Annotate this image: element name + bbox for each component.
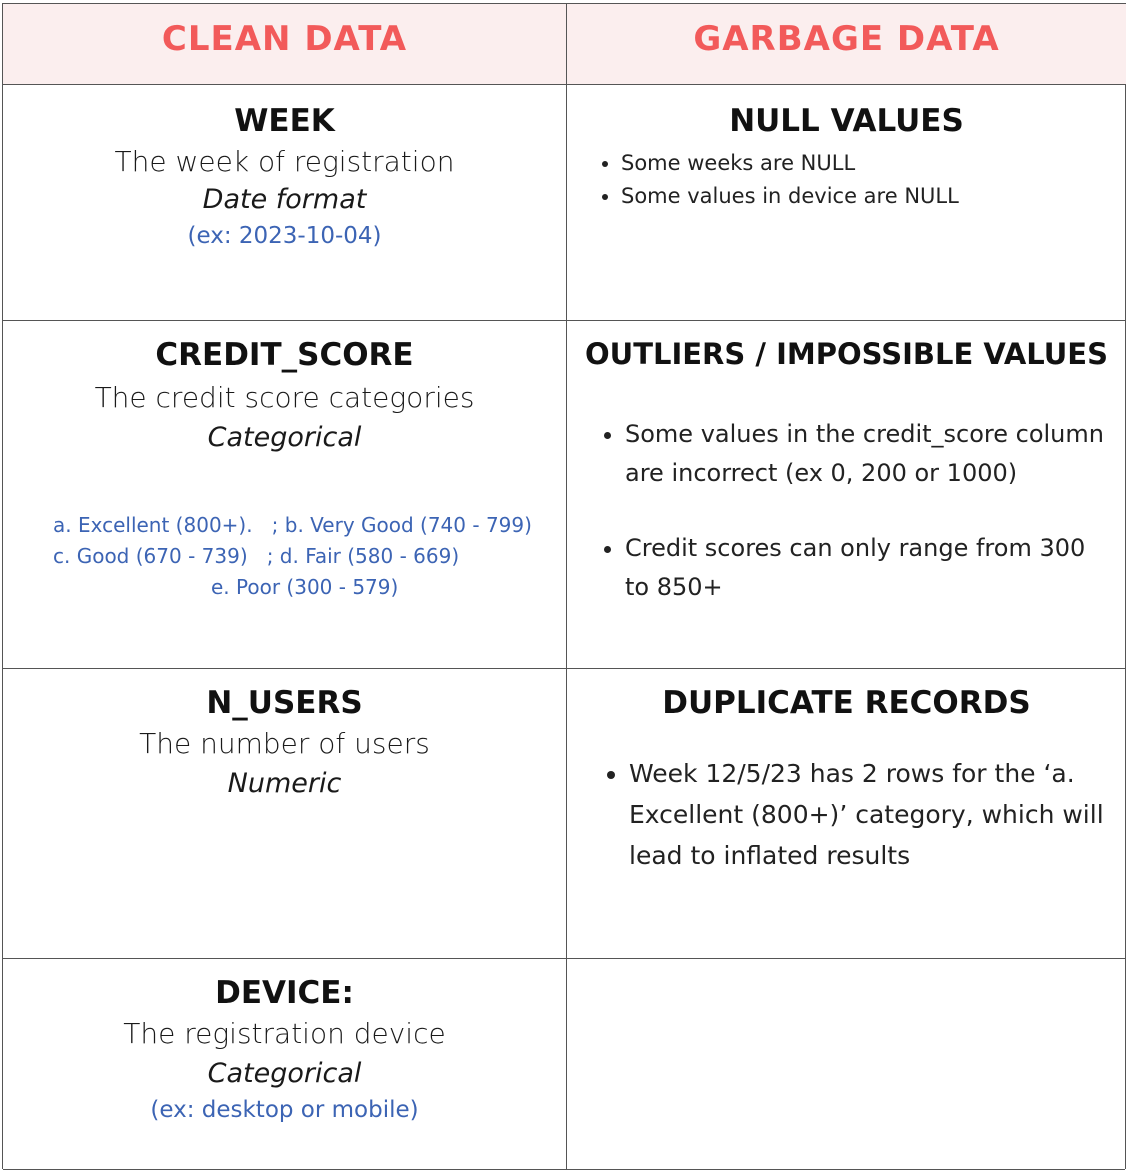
table-row bbox=[3, 321, 1125, 669]
garbage-data-title: GARBAGE DATA bbox=[693, 19, 1000, 59]
field-title: DEVICE: bbox=[215, 975, 354, 1011]
comparison-table bbox=[2, 3, 1126, 1169]
garbage-cell-outliers bbox=[567, 321, 1126, 668]
field-example: (ex: desktop or mobile) bbox=[150, 1097, 419, 1123]
list-item: • Some weeks are NULL bbox=[621, 147, 1126, 180]
category-line: c. Good (670 - 739) ; d. Fair (580 - 669) bbox=[53, 544, 460, 568]
clean-cell-device bbox=[3, 959, 567, 1169]
table-row bbox=[3, 85, 1125, 321]
field-title: N_USERS bbox=[206, 685, 363, 721]
garbage-cell-duplicates bbox=[567, 669, 1126, 958]
garbage-cell-null-values bbox=[567, 85, 1126, 320]
issue-title: DUPLICATE RECORDS bbox=[662, 685, 1031, 721]
category-line: a. Excellent (800+). ; b. Very Good (740 - 799) bbox=[53, 513, 532, 537]
clean-data-header bbox=[3, 4, 567, 84]
field-description: The credit score categories bbox=[94, 381, 475, 414]
table-row bbox=[3, 959, 1125, 1170]
issue-bullets bbox=[567, 147, 1126, 213]
field-description: The registration device bbox=[123, 1017, 446, 1050]
garbage-data-header bbox=[567, 4, 1126, 84]
clean-cell-week bbox=[3, 85, 567, 320]
list-item: • Credit scores can only range from 300 to 850+ bbox=[625, 529, 1108, 607]
issue-bullets bbox=[567, 753, 1126, 876]
field-type: Numeric bbox=[227, 768, 342, 799]
issue-title: OUTLIERS / IMPOSSIBLE VALUES bbox=[585, 337, 1108, 371]
list-item: • Week 12/5/23 has 2 rows for the ‘a. Excellent (800+)’ category, which will lead to inflated results bbox=[629, 753, 1112, 876]
clean-data-title: CLEAN DATA bbox=[161, 19, 408, 59]
field-description: The week of registration bbox=[114, 145, 455, 178]
field-example: (ex: 2023-10-04) bbox=[187, 223, 382, 249]
field-description: The number of users bbox=[139, 727, 430, 760]
issue-title: NULL VALUES bbox=[729, 103, 964, 139]
field-type: Categorical bbox=[207, 1058, 362, 1089]
table-row bbox=[3, 669, 1125, 959]
clean-cell-credit-score bbox=[3, 321, 567, 668]
field-title: WEEK bbox=[234, 103, 335, 139]
list-item: • Some values in device are NULL bbox=[621, 180, 1126, 213]
list-item: • Some values in the credit_score column are incorrect (ex 0, 200 or 1000) bbox=[625, 415, 1108, 493]
clean-cell-n-users bbox=[3, 669, 567, 958]
field-title: CREDIT_SCORE bbox=[155, 337, 414, 373]
field-type: Categorical bbox=[207, 422, 362, 453]
issue-bullets bbox=[567, 415, 1126, 607]
garbage-cell-empty bbox=[567, 959, 1126, 1169]
field-type: Date format bbox=[202, 184, 367, 215]
category-line: e. Poor (300 - 579) bbox=[211, 575, 399, 599]
header-row bbox=[3, 4, 1125, 85]
